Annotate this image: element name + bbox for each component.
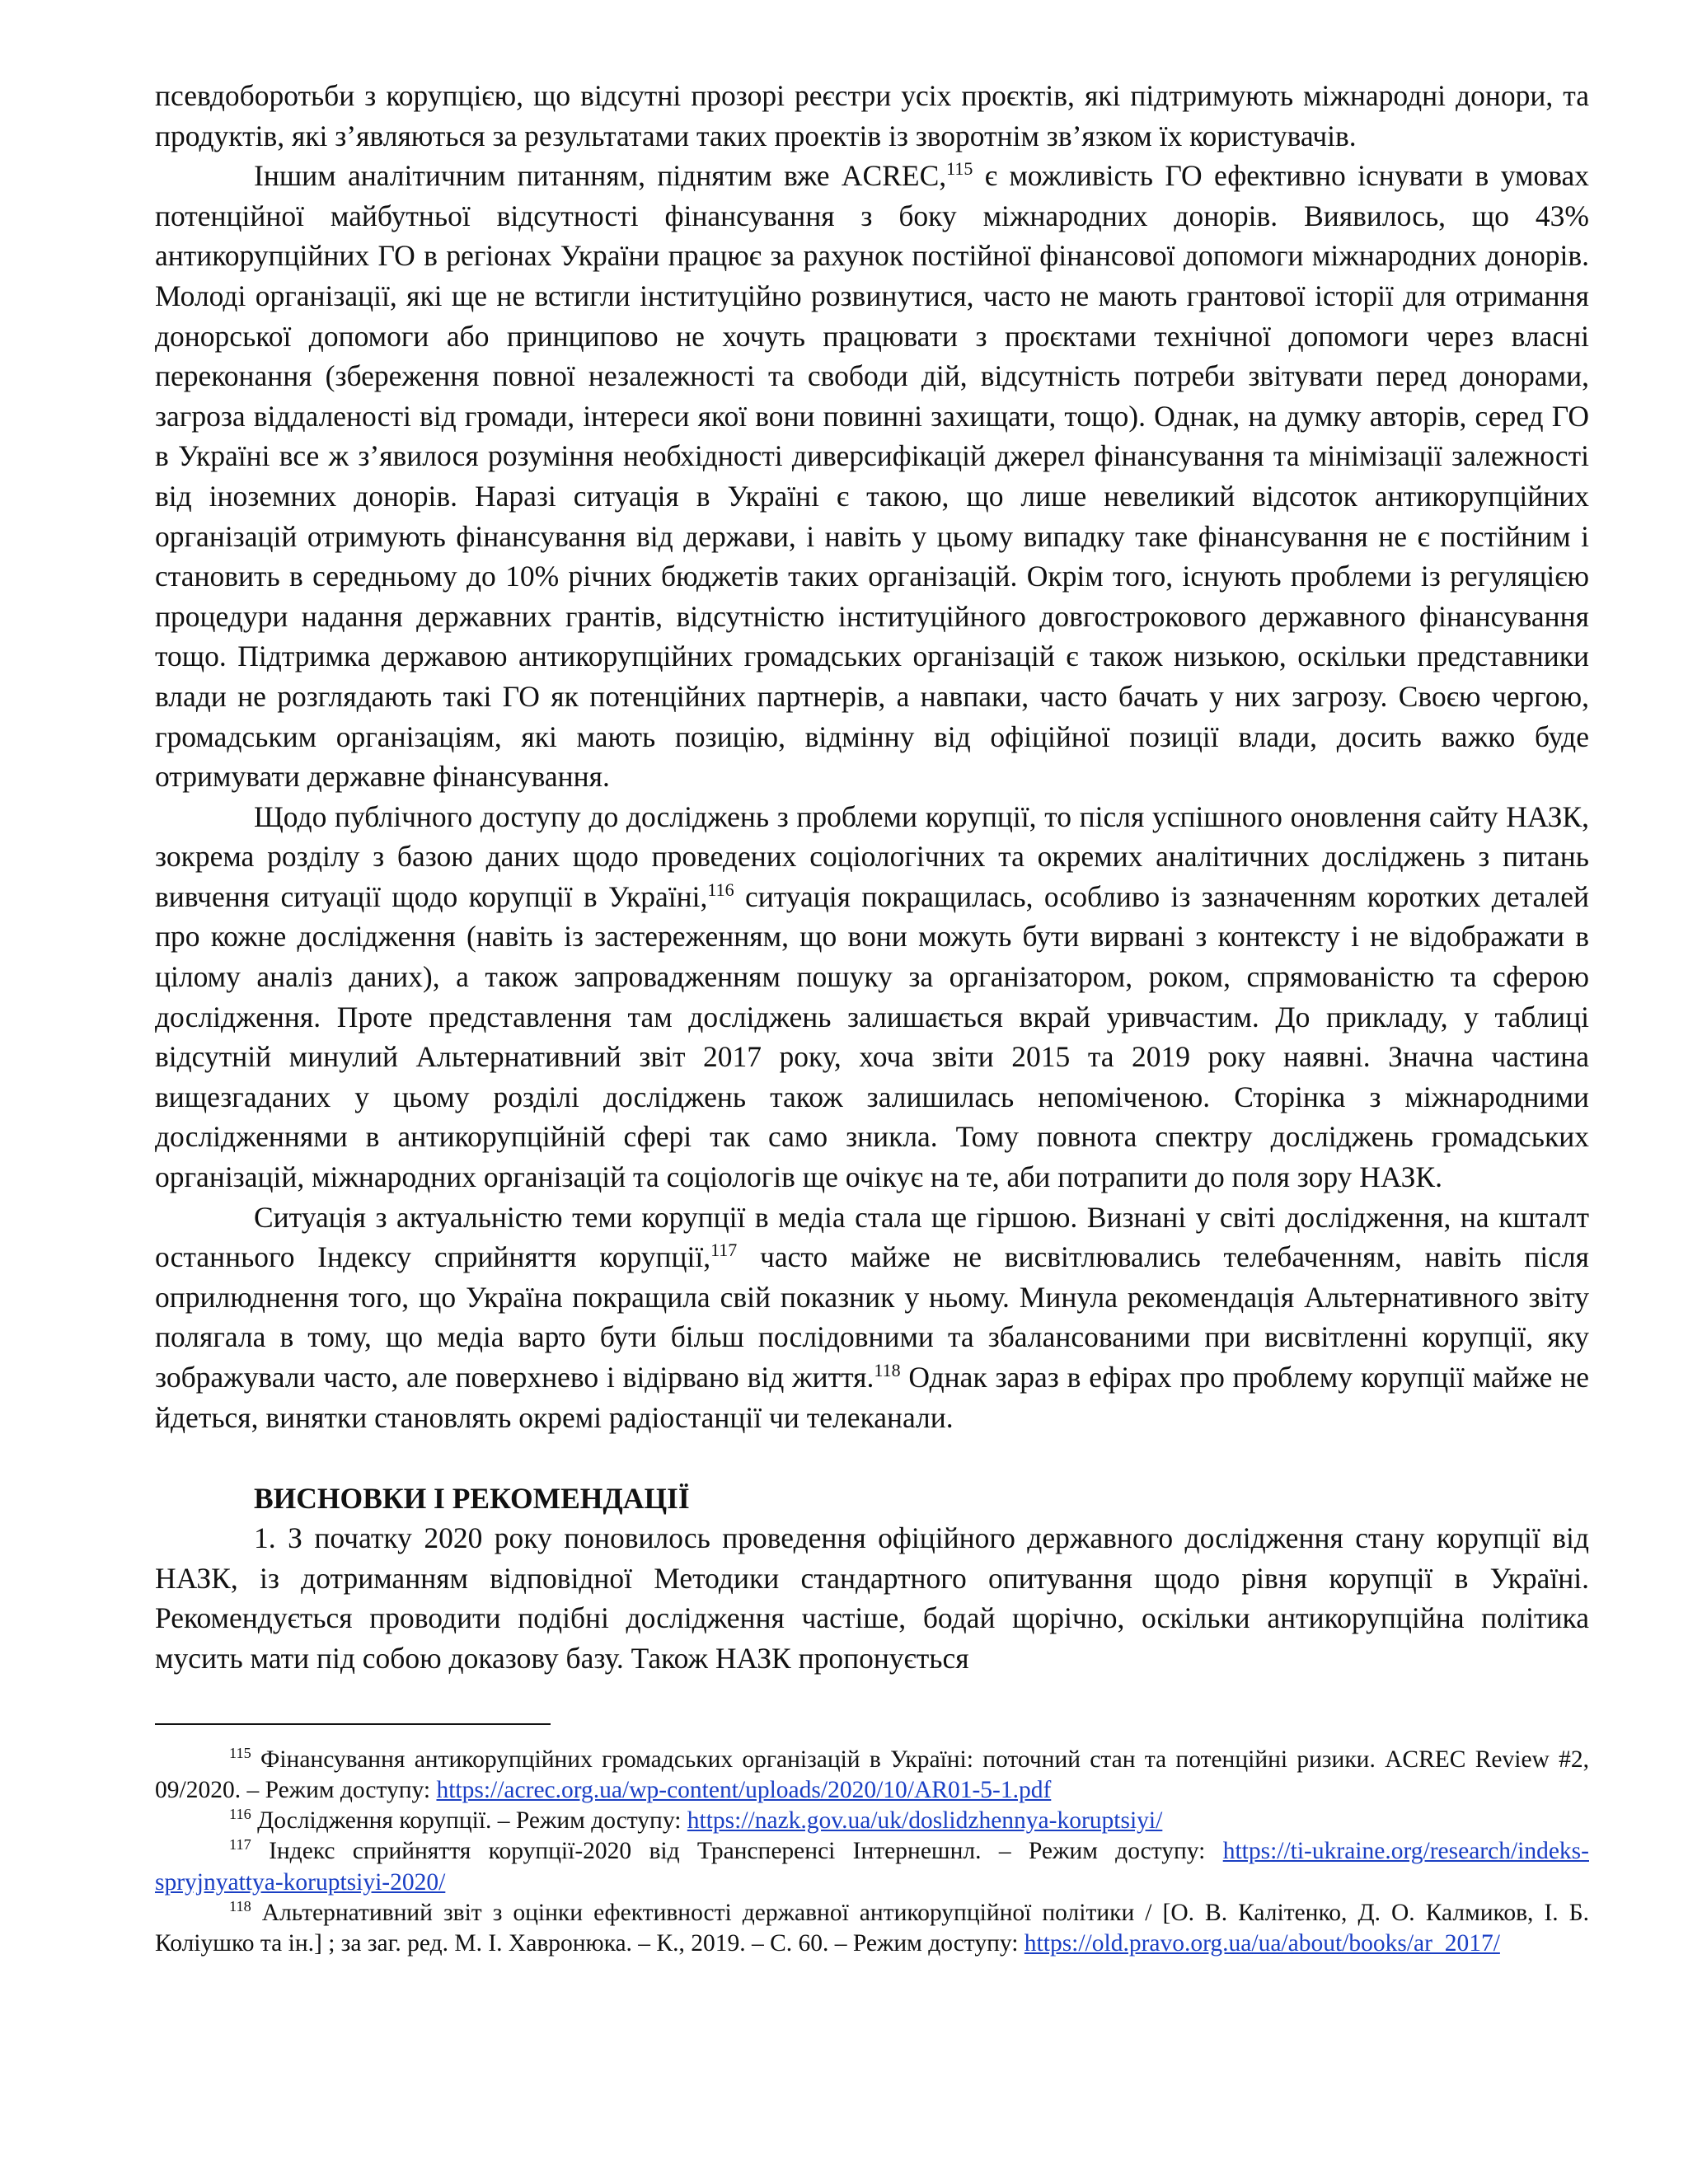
document-page [155, 76, 1589, 1960]
paragraph-5: 1. З початку 2020 року поновилось проведення офіційного державного дослідження стану корупції від НАЗК, із дотриманням відповідної Методики стандартного опитування щодо рівня корупції в Україні. Рекомендується проводити подібні дослідження частіше, бодай щорічно, оскільки антикорупційна політика мусить мати під собою доказову базу. Також НАЗК пропонується [155, 1521, 1589, 1675]
section-heading: ВИСНОВКИ І РЕКОМЕНДАЦІЇ [254, 1482, 690, 1516]
footnote-ref-118[interactable]: 118 [874, 1360, 901, 1381]
footnote-link-117[interactable]: https://ti-ukraine.org/research/indeks-spryjnyattya-koruptsiyi-2020/ [155, 1838, 1589, 1896]
footnote-link-116[interactable]: https://nazk.gov.ua/uk/doslidzhennya-koruptsiyi/ [687, 1807, 1163, 1835]
footnote-ref-116[interactable]: 116 [707, 879, 734, 901]
footnote-115: $^{115}$ Фінансування антикорупційних громадських організацій в Україні: поточний стан та потенційні ризики. ACREC Review #2, 09/2020. – Режим доступу: https://acrec.org.ua/wp-content/uploads/2020/10/AR01-5-1.pdf [155, 1744, 1589, 1803]
paragraph-3: Щодо публічного доступу до досліджень з проблеми корупції, то після успішного оновлення сайту НАЗК, зокрема розділу з базою даних щодо проведених соціологічних та окремих аналітичних досліджень з питань вивчення ситуації щодо корупції в Україні,$^{116}$ ситуація покращилась, особливо із зазначенням коротких деталей про кожне дослідження (навіть із застереженням, що вони можуть бути вирвані з контексту і не відображати в цілому аналіз даних), а також запровадженням пошуку за організатором, роком, спрямованістю та сферою дослідження. Проте представлення там досліджень залишається вкрай уривчастим. До прикладу, у таблиці відсутній минулий Альтернативний звіт 2017 року, хоча звіти 2015 та 2019 року наявні. Значна частина вищезгаданих у цьому розділі досліджень також залишилась непоміченою. Сторінка з міжнародними дослідженнями в антикорупційній сфері так само зникла. Тому повнота спектру досліджень громадських організацій, міжнародних організацій та соціологів ще очікує на те, аби потрапити до поля зору НАЗК. [155, 799, 1589, 1194]
footnote-116: $^{116}$ Дослідження корупції. – Режим доступу: https://nazk.gov.ua/uk/doslidzhennya-koruptsiyi/ [229, 1806, 1163, 1835]
paragraph-4: Ситуація з актуальністю теми корупції в медіа стала ще гіршою. Визнані у світі дослідження, на кшталт останнього Індексу сприйняття корупції,$^{117}$ часто майже не висвітлювались телебаченням, навіть після оприлюднення того, що Україна покращила свій показник у ньому. Минула рекомендація Альтернативного звіту полягала в тому, що медіа варто бути більш послідовними та збалансованими при висвітленні корупції, яку зображували часто, але поверхнево і відірвано від життя.$^{118}$ Однак зараз в ефірах про проблему корупції майже не йдеться, винятки становлять окремі радіостанції чи телеканали. [155, 1200, 1589, 1434]
paragraph-1: псевдоборотьби з корупцією, що відсутні прозорі реєстри усіх проєктів, які підтримують міжнародні донори, та продуктів, які з’являються за результатами таких проектів із зворотнім зв’язком їх користувачів. [155, 79, 1589, 152]
footnote-link-118[interactable]: https://old.pravo.org.ua/ua/about/books/ar_2017/ [1024, 1930, 1500, 1957]
paragraph-2: Іншим аналітичним питанням, піднятим вже ACREC,$^{115}$ є можливість ГО ефективно існувати в умовах потенційної майбутньої відсутності фінансування з боку міжнародних донорів. Виявилось, що 43% антикорупційних ГО в регіонах України працює за рахунок постійної фінансової допомоги міжнародних донорів. Молоді організації, які ще не встигли інституційно розвинутися, часто не мають грантової історії для отримання донорської допомоги або принципово не хочуть працювати з проєктами технічної допомоги через власні переконання (збереження повної незалежності та свободи дій, відсутність потреби звітувати перед донорами, загроза віддаленості від громади, інтереси якої вони повинні захищати, тощо). Однак, на думку авторів, серед ГО в Україні все ж з’явилося розуміння необхідності диверсифікацій джерел фінансування та мінімізації залежності від іноземних донорів. Наразі ситуація в Україні є такою, що лише невеликий відсоток антикорупційних організацій отримують фінансування від держави, і навіть у цьому випадку таке фінансування не є постійним і становить в середньому до 10% річних бюджетів таких організацій. Окрім того, існують проблеми із регуляцією процедури надання державних грантів, відсутністю інституційного довгострокового державного фінансування тощо. Підтримка державою антикорупційних громадських організацій є також низькою, оскільки представники влади не розглядають такі ГО як потенційних партнерів, а навпаки, часто бачать у них загрозу. Своєю чергою, громадським організаціям, які мають позицію, відмінну від офіційної позиції влади, досить важко буде отримувати державне фінансування. [155, 158, 1589, 794]
footnote-ref-115[interactable]: 115 [946, 158, 973, 180]
footnotes [155, 1745, 1589, 1960]
footnote-118: $^{118}$ Альтернативний звіт з оцінки ефективності державної антикорупційної політики / [О. В. Калітенко, Д. О. Калмиков, І. Б. Коліушко та ін.] ; за заг. ред. М. І. Хавронюка. – К., 2019. – С. 60. – Режим доступу: https://old.pravo.org.ua/ua/about/books/ar_2017/ [155, 1898, 1589, 1957]
footnote-117: $^{117}$ Індекс сприйняття корупції-2020 від Трансперенсі Інтернешнл. – Режим доступу: https://ti-ukraine.org/research/indeks-spryjnyattya-koruptsiyi-2020/ [155, 1836, 1589, 1896]
footnote-separator [155, 1723, 551, 1725]
footnote-link-115[interactable]: https://acrec.org.ua/wp-content/uploads/2020/10/AR01-5-1.pdf [436, 1776, 1052, 1803]
body-text [155, 76, 1589, 1679]
footnote-ref-117[interactable]: 117 [710, 1240, 738, 1261]
